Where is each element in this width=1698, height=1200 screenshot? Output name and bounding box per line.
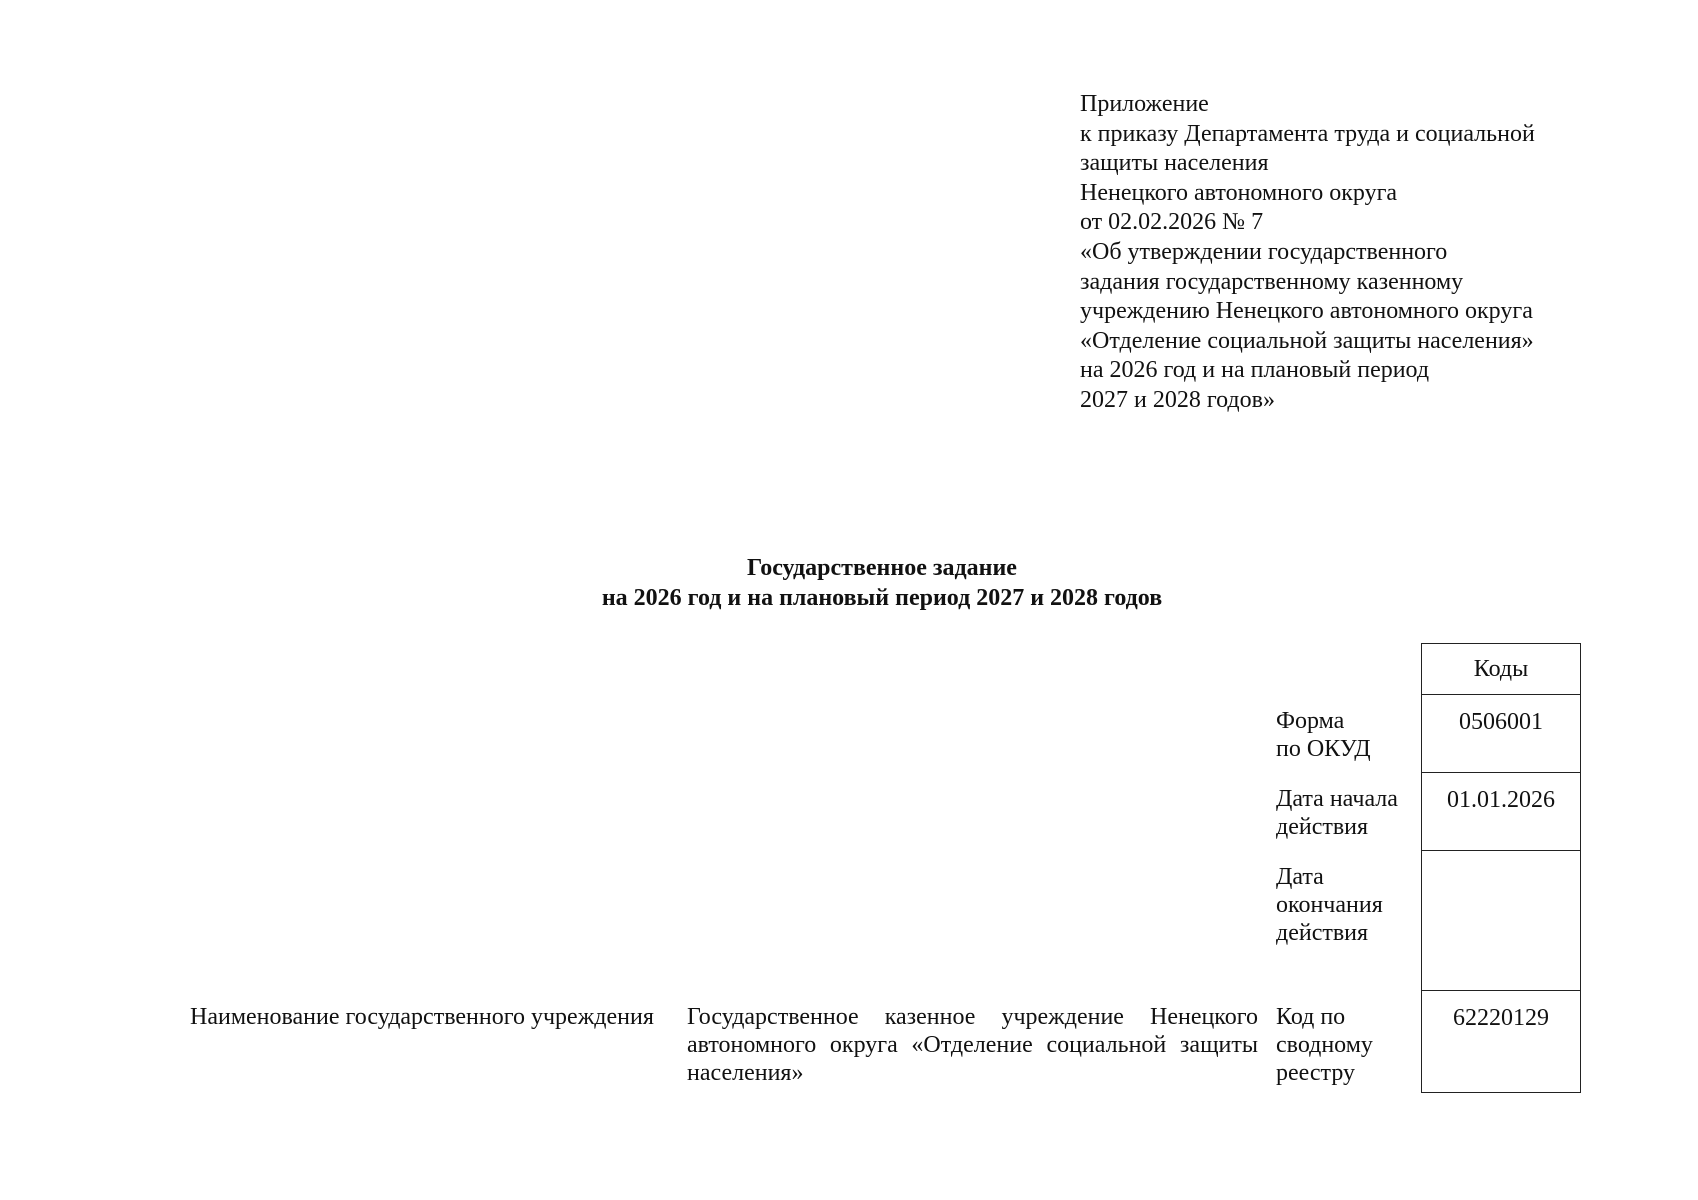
appendix-line: защиты населения: [1080, 150, 1269, 177]
codes-header: Коды: [1473, 656, 1529, 682]
label-line: действия: [1276, 920, 1369, 946]
institution-name: [687, 1003, 1258, 1087]
label-line: действия: [1276, 814, 1369, 840]
codes-divider: [1421, 694, 1581, 695]
institution-name-line: населения»: [687, 1060, 804, 1086]
document-title: [0, 553, 1698, 613]
codes-divider: [1421, 850, 1581, 851]
registry-code-value: 62220129: [1453, 1005, 1549, 1031]
codes-divider: [1421, 772, 1581, 773]
appendix-line: «Об утверждении государственного: [1080, 238, 1448, 265]
appendix-line: на 2026 год и на плановый период: [1080, 357, 1430, 384]
label-line: сводному: [1276, 1032, 1373, 1058]
institution-name-line: Государственное казенное учреждение Ненецкого: [687, 1004, 1258, 1030]
document-title-line1: Государственное задание: [747, 555, 1017, 581]
label-line: по ОКУД: [1276, 736, 1371, 762]
appendix-line: задания государственному казенному: [1080, 268, 1464, 295]
end-date-label: [1276, 863, 1416, 947]
appendix-note: [1080, 90, 1640, 416]
okud-code-value: 0506001: [1459, 709, 1543, 735]
appendix-line: 2027 и 2028 годов»: [1080, 386, 1275, 413]
institution-label: Наименование государственного учреждения: [190, 1004, 654, 1030]
appendix-line: учреждению Ненецкого автономного округа: [1080, 298, 1533, 325]
registry-code-label: [1276, 1003, 1416, 1087]
codes-divider: [1421, 990, 1581, 991]
institution-name-line: автономного округа «Отделение социальной защиты: [687, 1032, 1258, 1058]
appendix-line: Ненецкого автономного округа: [1080, 179, 1398, 206]
label-line: Код по: [1276, 1004, 1346, 1030]
label-line: окончания: [1276, 892, 1383, 918]
codes-table: [1421, 643, 1581, 1093]
start-date-value: 01.01.2026: [1447, 787, 1555, 813]
appendix-line: к приказу Департамента труда и социальной: [1080, 120, 1535, 147]
label-line: Форма: [1276, 708, 1345, 734]
label-line: Дата: [1276, 864, 1324, 890]
okud-form-label: [1276, 707, 1416, 763]
label-line: реестру: [1276, 1060, 1356, 1086]
appendix-line: от 02.02.2026 № 7: [1080, 209, 1264, 236]
start-date-label: [1276, 785, 1416, 841]
document-title-line2: на 2026 год и на плановый период 2027 и 2028 годов: [601, 585, 1163, 611]
label-line: Дата начала: [1276, 786, 1398, 812]
appendix-line: «Отделение социальной защиты населения»: [1080, 327, 1534, 354]
appendix-line: Приложение: [1080, 91, 1209, 117]
